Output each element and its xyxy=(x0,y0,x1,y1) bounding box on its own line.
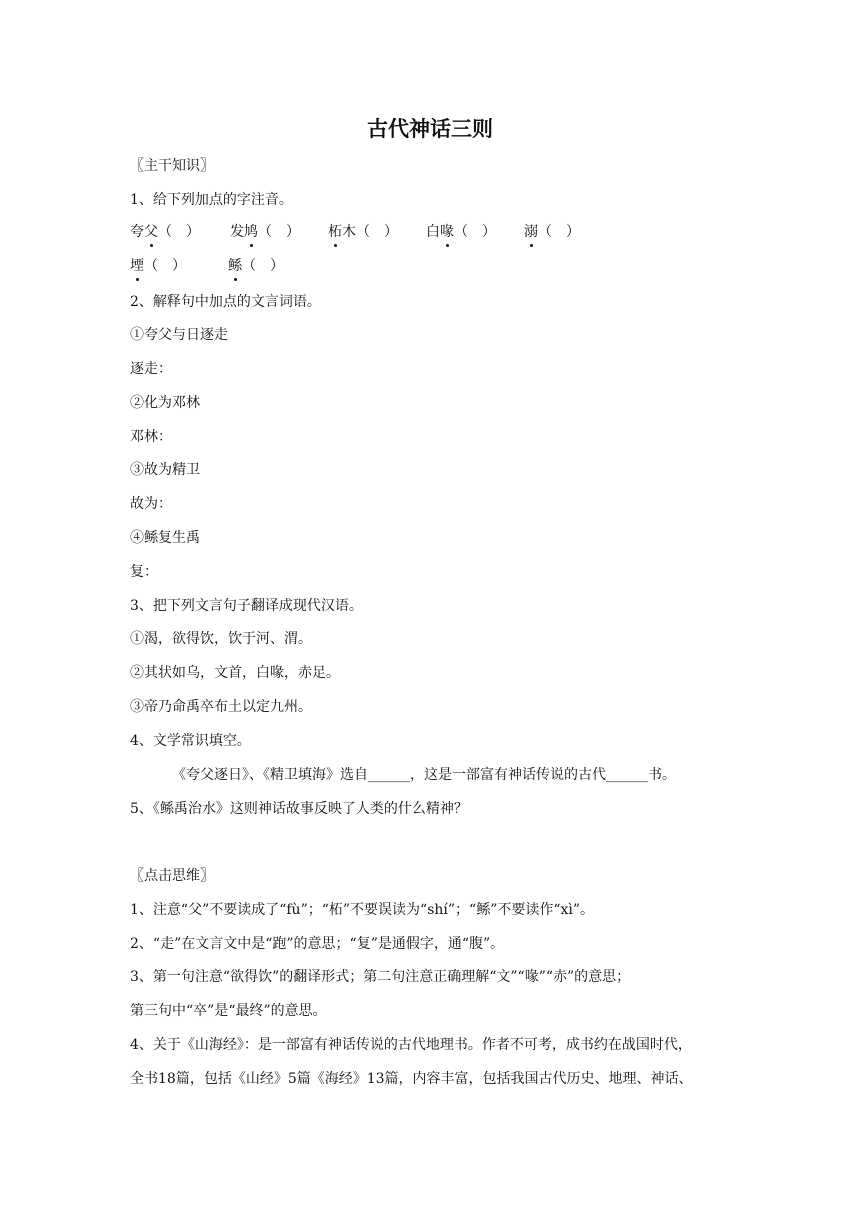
question-3-sentence-1: ①渴，欲得饮，饮于河、渭。 xyxy=(130,631,312,647)
dotted-char: 父 xyxy=(144,224,158,240)
question-1-prompt: 1、给下列加点的字注音。 xyxy=(130,192,293,208)
question-2-answer-4: 复： xyxy=(130,564,158,580)
pinyin-row-2 xyxy=(130,256,730,278)
pinyin-item-zhemu: 柘木（ ） xyxy=(328,224,398,240)
question-2-sentence-1: ①夸父与日逐走 xyxy=(130,327,228,343)
dotted-char: 鲧 xyxy=(228,258,242,274)
pinyin-row-1 xyxy=(130,222,730,244)
section-heading-thinking: 〖点击思维〗 xyxy=(130,868,214,884)
question-2-sentence-3: ③故为精卫 xyxy=(130,462,200,478)
question-2-answer-3: 故为： xyxy=(130,496,172,512)
dotted-char: 溺 xyxy=(524,224,538,240)
hint-paragraph-4a: 4、关于《山海经》：是一部富有神话传说的古代地理书。作者不可考，成书约在战国时代， xyxy=(130,1037,692,1053)
question-2-sentence-4: ④鲧复生禹 xyxy=(130,530,200,546)
section-heading-main-knowledge: 〖主干知识〗 xyxy=(130,158,214,174)
question-2-prompt: 2、解释句中加点的文言词语。 xyxy=(130,294,321,310)
pinyin-item-kuafu: 夸父（ ） xyxy=(130,224,200,240)
dotted-char: 喙 xyxy=(440,224,454,240)
question-2-answer-1: 逐走： xyxy=(130,361,172,377)
question-4-prompt: 4、文学常识填空。 xyxy=(130,733,251,749)
question-2-sentence-2: ②化为邓林 xyxy=(130,395,200,411)
question-5-prompt: 5、《鲧禹治水》这则神话故事反映了人类的什么精神？ xyxy=(130,801,468,817)
question-2-answer-2: 邓林： xyxy=(130,429,172,445)
pinyin-item-gun: 鲧（ ） xyxy=(228,258,284,274)
hint-paragraph-3a: 3、第一句注意“欲得饮”的翻译形式；第二句注意正确理解“文”“喙”“赤”的意思； xyxy=(130,969,631,985)
question-3-sentence-3: ③帝乃命禹卒布土以定九州。 xyxy=(130,699,312,715)
pinyin-item-ni: 溺（ ） xyxy=(524,224,580,240)
document-title: 古代神话三则 xyxy=(367,117,493,141)
dotted-char: 柘 xyxy=(328,224,342,240)
question-3-sentence-2: ②其状如乌，文首，白喙，赤足。 xyxy=(130,665,340,681)
dotted-char: 堙 xyxy=(130,258,144,274)
pinyin-item-yin: 堙（ ） xyxy=(130,258,186,274)
question-4-text: 《夸父逐日》、《精卫填海》选自______，这是一部富有神话传说的古代______书。 xyxy=(172,767,676,783)
dotted-char: 鸠 xyxy=(244,224,258,240)
hint-paragraph-4b: 全书18篇，包括《山经》5篇《海经》13篇，内容丰富，包括我国古代历史、地理、神话、 xyxy=(130,1071,693,1087)
question-3-prompt: 3、把下列文言句子翻译成现代汉语。 xyxy=(130,598,363,614)
hint-paragraph-1: 1、注意“父”不要读成了“fù”；“柘”不要误读为“shí”；“鲧”不要读作“xì”。 xyxy=(130,902,595,918)
pinyin-item-fajiu: 发鸠（ ） xyxy=(230,224,300,240)
hint-paragraph-3b: 第三句中“卒”是“最终”的意思。 xyxy=(130,1003,327,1019)
pinyin-item-baihui: 白喙（ ） xyxy=(426,224,496,240)
hint-paragraph-2: 2、“走”在文言文中是“跑”的意思；“复”是通假字，通“腹”。 xyxy=(130,936,505,952)
